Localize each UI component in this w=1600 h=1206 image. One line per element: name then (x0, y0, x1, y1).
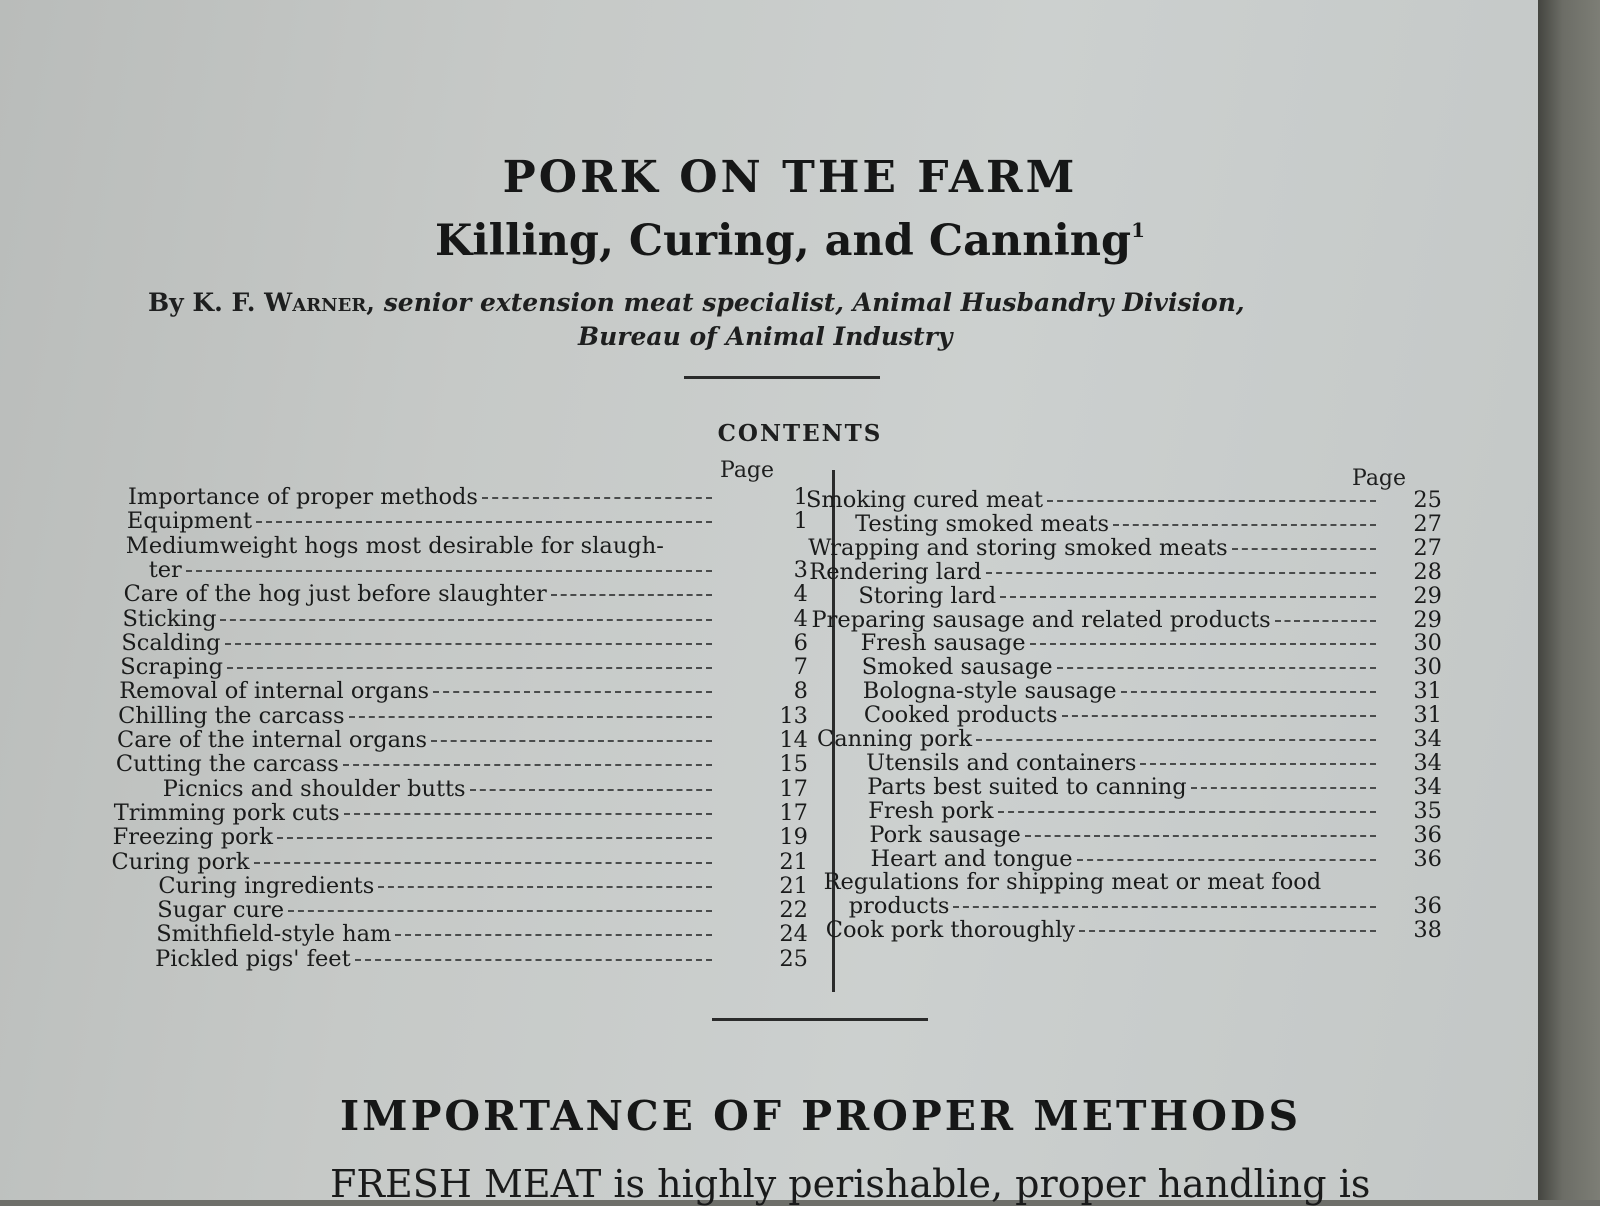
toc-leader-dots (225, 643, 712, 645)
toc-leader-dots (186, 570, 712, 572)
toc-entry (128, 485, 808, 510)
toc-leader-dots (256, 521, 712, 523)
toc-entry (806, 488, 1442, 513)
toc-leader-dots (395, 934, 712, 936)
toc-leader-dots (1030, 643, 1376, 645)
toc-entry-page: 1 (793, 484, 808, 510)
toc-entry (163, 777, 808, 802)
toc-entry-page: 34 (1413, 773, 1442, 800)
toc-entry (157, 898, 808, 923)
toc-entry-label: Wrapping and storing smoked meats (808, 534, 1228, 561)
page-title: PORK ON THE FARM (502, 152, 1078, 203)
toc-entry-label: Curing pork (111, 848, 250, 875)
toc-entry-label: Pork sausage (869, 821, 1021, 848)
toc-entry (864, 703, 1442, 728)
toc-entry-page: 4 (793, 605, 808, 632)
toc-entry (868, 799, 1442, 824)
toc-entry-label: Fresh pork (868, 797, 994, 824)
toc-leader-dots (470, 789, 712, 791)
toc-entry-page: 27 (1413, 534, 1442, 561)
toc-entry-label: Scraping (120, 654, 223, 681)
toc-entry (116, 752, 808, 777)
toc-entry-page: 15 (779, 751, 808, 778)
section-heading: IMPORTANCE OF PROPER METHODS (340, 1092, 1302, 1140)
toc-entry (867, 775, 1442, 800)
toc-entry-page: 22 (779, 897, 808, 924)
toc-leader-dots (288, 910, 712, 912)
toc-entry (149, 558, 808, 583)
toc-entry (862, 655, 1442, 680)
toc-leader-dots (349, 716, 712, 718)
toc-entry-page: 25 (1413, 487, 1442, 513)
toc-leader-dots (1121, 691, 1376, 693)
toc-entry-page: 7 (793, 654, 808, 681)
toc-leader-dots (227, 667, 712, 669)
toc-entry (809, 560, 1442, 585)
toc-leader-dots (1191, 787, 1376, 789)
byline-role: senior extension meat specialist, Animal Husbandry Division, (383, 288, 1245, 317)
toc-entry-label: Bologna-style sausage (862, 678, 1117, 705)
toc-entry-label: Cutting the carcass (115, 751, 339, 778)
toc-entry-label: Smoked sausage (861, 654, 1053, 681)
toc-entry-label: Picnics and shoulder butts (162, 775, 466, 802)
toc-entry-page: 6 (793, 629, 808, 656)
toc-leader-dots (1079, 930, 1376, 932)
toc-leader-dots (431, 740, 712, 742)
toc-leader-dots (1275, 620, 1376, 622)
section-rule (712, 1018, 928, 1021)
toc-entry-page: 21 (779, 848, 808, 875)
toc-entry (863, 679, 1442, 704)
toc-entry-label: Care of the internal organs (117, 727, 428, 753)
footnote-marker: 1 (1131, 218, 1146, 242)
toc-entry-page: 14 (779, 727, 808, 753)
subtitle-text: Killing, Curing, and Canning (434, 216, 1132, 266)
toc-entry-page: 24 (779, 921, 808, 948)
toc-entry-label: Testing smoked meats (855, 510, 1110, 537)
toc-leader-dots (482, 497, 712, 499)
toc-entry-label: Smithfield-style ham (156, 921, 392, 948)
body-text-start: FRESH MEAT is highly perishable, proper handling is (330, 1162, 1371, 1206)
page-subtitle (0, 216, 1580, 266)
toc-entry-page: 4 (793, 581, 808, 608)
toc-entry-page: 31 (1413, 702, 1442, 729)
toc-entry-label: Removal of internal organs (119, 678, 430, 705)
toc-entry-label: Chilling the carcass (118, 702, 345, 729)
page-column-label-left: Page (720, 458, 775, 483)
toc-entry (114, 801, 808, 826)
toc-leader-dots (1062, 715, 1376, 717)
toc-entry (119, 679, 808, 704)
toc-leader-dots (344, 813, 712, 815)
toc-entry (120, 655, 808, 680)
toc-entry (826, 918, 1442, 943)
toc-entry (869, 823, 1442, 848)
toc-entry-label: Pickled pigs' feet (155, 945, 351, 972)
toc-entry-page: 34 (1413, 749, 1442, 776)
toc-entry-label: Regulations for shipping meat or meat food (823, 869, 1322, 896)
toc-entry-label: Trimming pork cuts (113, 799, 340, 826)
toc-leader-dots (1047, 500, 1376, 502)
toc-entry (113, 825, 808, 850)
toc-entry (858, 584, 1442, 609)
toc-leader-dots (220, 619, 712, 621)
byline-author: K. F. Warner, (192, 288, 376, 317)
title-rule (684, 376, 880, 379)
toc-entry-label: Freezing pork (112, 824, 274, 851)
toc-entry (124, 582, 808, 607)
toc-entry (871, 847, 1443, 872)
toc-entry-page: 38 (1413, 917, 1442, 944)
toc-entry-page: 28 (1413, 558, 1442, 585)
toc-entry-label: Equipment (126, 508, 252, 535)
toc-entry (118, 704, 808, 729)
toc-entry-label: Sugar cure (157, 897, 285, 924)
toc-entry-page: 36 (1413, 845, 1442, 872)
toc-entry-page: 30 (1413, 630, 1442, 657)
toc-leader-dots (433, 691, 712, 693)
toc-leader-dots (343, 764, 712, 766)
toc-leader-dots (986, 572, 1376, 574)
toc-entry-label: Mediumweight hogs most desirable for slaugh- (125, 532, 664, 559)
toc-entry-page: 35 (1413, 797, 1442, 824)
toc-leader-dots (378, 886, 712, 888)
toc-leader-dots (277, 837, 712, 839)
toc-entry-label: Cook pork thoroughly (825, 917, 1076, 944)
toc-leader-dots (976, 739, 1376, 741)
toc-entry-label: Importance of proper methods (128, 484, 478, 510)
toc-leader-dots (1025, 835, 1376, 837)
toc-entry-page: 29 (1413, 582, 1442, 609)
toc-entry-page: 8 (793, 678, 808, 705)
toc-leader-dots (953, 906, 1376, 908)
toc-entry-page: 1 (793, 508, 808, 535)
toc-leader-dots (1077, 859, 1376, 861)
toc-entry-label: Utensils and containers (866, 749, 1137, 776)
toc-leader-dots (355, 959, 712, 961)
toc-entry (112, 850, 809, 875)
toc-entry (123, 607, 809, 632)
toc-entry-page: 29 (1413, 606, 1442, 633)
toc-entry (117, 728, 808, 753)
toc-entry (812, 608, 1443, 633)
toc-leader-dots (1000, 596, 1376, 598)
toc-entry-label: Fresh sausage (860, 630, 1026, 657)
toc-entry (158, 874, 808, 899)
toc-entry-page: 30 (1413, 654, 1442, 681)
toc-entry-label: Parts best suited to canning (867, 773, 1187, 800)
toc-entry (849, 894, 1442, 919)
toc-entry-label: Cooked products (863, 702, 1058, 729)
toc-entry-label: Sticking (122, 605, 217, 632)
toc-entry-label: Preparing sausage and related products (811, 606, 1271, 633)
scanner-background (1538, 0, 1600, 1200)
toc-entry-label: Care of the hog just before slaughter (123, 581, 547, 608)
toc-entry-label: Canning pork (817, 726, 973, 752)
toc-entry-page: 31 (1413, 678, 1442, 705)
toc-entry (824, 870, 1442, 895)
toc-entry (121, 631, 808, 656)
toc-leader-dots (998, 811, 1376, 813)
toc-entry-label: Storing lard (858, 582, 997, 609)
toc-entry-page: 17 (779, 775, 808, 802)
toc-entry (855, 512, 1442, 537)
toc-leader-dots (1140, 763, 1376, 765)
toc-entry (866, 751, 1442, 776)
toc-entry (861, 631, 1442, 656)
toc-entry-page: 36 (1413, 821, 1442, 848)
toc-entry-label: products (848, 893, 950, 920)
byline-affiliation: Bureau of Animal Industry (578, 322, 953, 351)
toc-leader-dots (1113, 524, 1376, 526)
toc-entry-page: 27 (1413, 510, 1442, 537)
toc-entry-label: Heart and tongue (870, 845, 1073, 872)
toc-entry (817, 727, 1442, 752)
toc-entry (808, 536, 1442, 561)
toc-leader-dots (1057, 667, 1376, 669)
toc-entry (127, 509, 808, 534)
byline (148, 286, 1418, 354)
toc-entry-page: 17 (779, 799, 808, 826)
toc-entry-label: Smoking cured meat (806, 487, 1043, 513)
page-column-label-right: Page (1352, 466, 1407, 491)
toc-leader-dots (551, 594, 712, 596)
toc-entry-label: ter (148, 556, 182, 583)
toc-entry-page: 21 (779, 872, 808, 899)
toc-entry-page: 13 (779, 702, 808, 729)
toc-entry-page: 19 (779, 824, 808, 851)
toc-entry-page: 3 (793, 556, 808, 583)
toc-entry-page: 36 (1413, 893, 1442, 920)
toc-entry-page: 34 (1413, 726, 1442, 752)
toc-leader-dots (254, 862, 712, 864)
toc-entry-page: 25 (779, 945, 808, 972)
toc-entry (126, 534, 808, 559)
contents-heading: CONTENTS (717, 420, 883, 447)
toc-leader-dots (1232, 548, 1376, 550)
toc-entry (156, 922, 808, 947)
toc-entry (155, 947, 808, 972)
toc-entry-label: Rendering lard (809, 558, 982, 585)
byline-by: By (148, 288, 184, 317)
toc-entry-label: Scalding (121, 629, 221, 656)
toc-entry-label: Curing ingredients (158, 872, 375, 899)
